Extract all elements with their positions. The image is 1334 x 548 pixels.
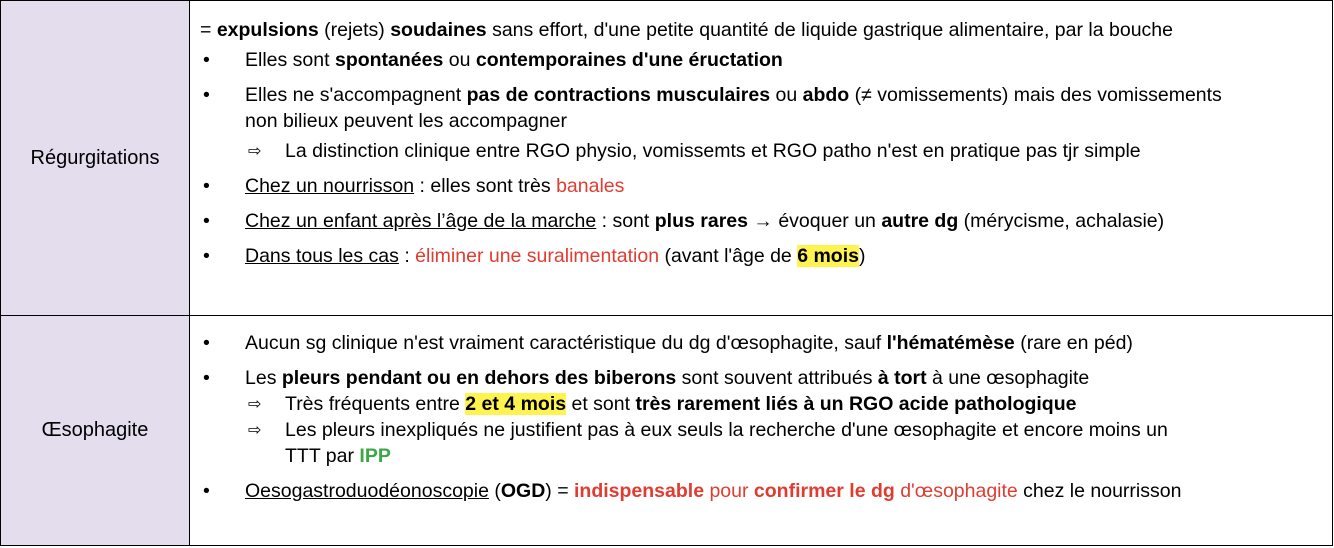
row-label: Régurgitations xyxy=(30,146,160,169)
table-row-regurgitations xyxy=(1,1,1333,316)
row-content-cell xyxy=(190,1,1333,316)
highlighted-text: 2 et 4 mois xyxy=(465,393,567,415)
bullet-dot-icon: • xyxy=(203,480,210,502)
outline-right-arrow-icon: ⇨ xyxy=(248,420,262,439)
bullet-dot-icon: • xyxy=(203,84,210,106)
row-label-cell xyxy=(1,316,190,546)
list-item-continuation: non bilieux peuvent les accompagner xyxy=(245,110,567,132)
list-item: • Aucun sg clinique n'est vraiment caractéristique du dg d'œsophagite, sauf l'hématémèse (rare en péd) xyxy=(203,332,1133,354)
right-arrow-icon: → xyxy=(747,210,779,232)
bullet-dot-icon: • xyxy=(203,332,210,354)
row-label-cell xyxy=(1,1,190,316)
sub-list-item: ⇨ Très fréquents entre 2 et 4 mois et sont très rarement liés à un RGO acide pathologique xyxy=(248,393,1077,415)
list-item: • Oesogastroduodéonoscopie (OGD) = indispensable pour confirmer le dg d'œsophagite chez le nourrisson xyxy=(203,480,1182,502)
list-item: • Elles sont spontanées ou contemporaines d'une éructation xyxy=(203,49,783,71)
definition-line: = expulsions (rejets) soudaines sans effort, d'une petite quantité de liquide gastrique alimentaire, par la bouche xyxy=(200,19,1173,41)
bullet-dot-icon: • xyxy=(203,210,210,232)
bullet-dot-icon: • xyxy=(203,49,210,71)
outline-right-arrow-icon: ⇨ xyxy=(248,394,262,413)
sub-list-item: ⇨ Les pleurs inexpliqués ne justifient pas à eux seuls la recherche d'une œsophagite et encore moins un xyxy=(248,419,1168,441)
bullet-dot-icon: • xyxy=(203,367,210,389)
list-item: • Chez un enfant après l’âge de la marche : sont plus rares → évoquer un autre dg (mérycisme, achalasie) xyxy=(203,210,1165,232)
table-row-oesophagite xyxy=(1,316,1333,546)
highlighted-text: 6 mois xyxy=(797,245,859,267)
list-item: • Dans tous les cas : éliminer une suralimentation (avant l'âge de 6 mois) xyxy=(203,245,866,267)
list-item: • Chez un nourrisson : elles sont très banales xyxy=(203,175,625,197)
bullet-dot-icon: • xyxy=(203,175,210,197)
outline-right-arrow-icon: ⇨ xyxy=(248,141,262,160)
sub-list-item-continuation: TTT par IPP xyxy=(285,445,391,467)
sub-list-item: ⇨ La distinction clinique entre RGO physio, vomissemts et RGO patho n'est en pratique pas tjr simple xyxy=(248,140,1141,162)
list-item: • Les pleurs pendant ou en dehors des biberons sont souvent attribués à tort à une œsophagite xyxy=(203,367,1090,389)
bullet-dot-icon: • xyxy=(203,245,210,267)
list-item: • Elles ne s'accompagnent pas de contractions musculaires ou abdo (≠ vomissements) mais des vomissements xyxy=(203,84,1222,106)
row-label: Œsophagite xyxy=(41,419,149,441)
row-content-cell xyxy=(190,316,1333,546)
